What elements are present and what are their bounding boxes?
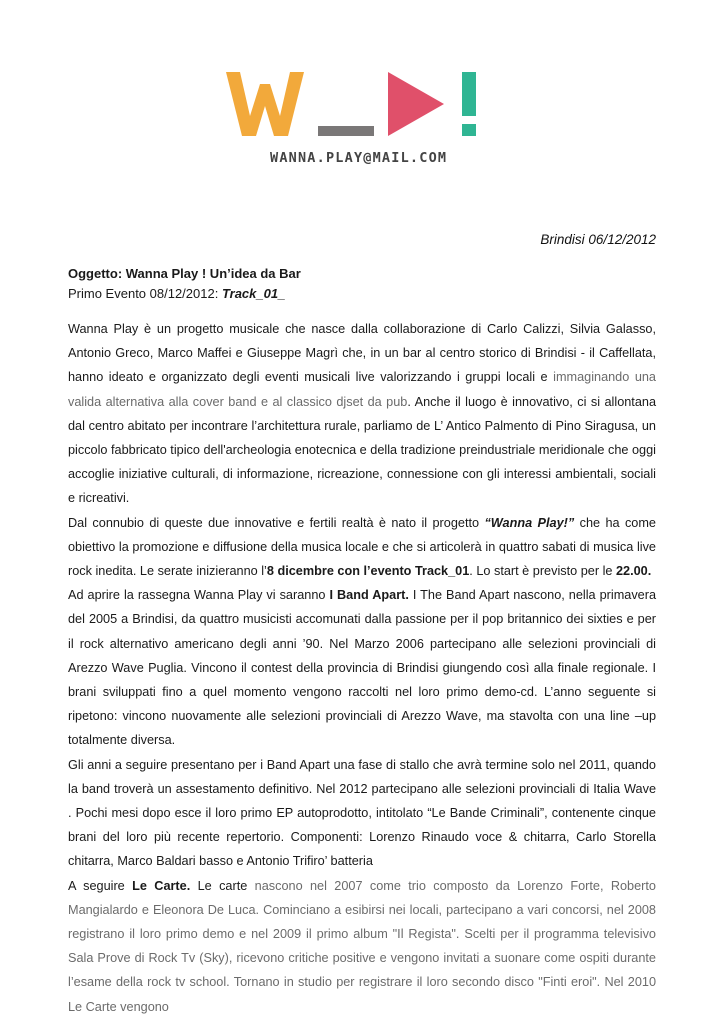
p2-text-c: che ha come obiettivo la promozione e diffusione della musica locale e che si articolerà in quattro sabati di musica live rock inedita. Le serate inizieranno l’	[68, 515, 656, 579]
logo-email: WANNA.PLAY@MAIL.COM	[270, 150, 448, 166]
play-icon	[388, 72, 444, 136]
p1-text-b: immaginando una valida alternativa alla cover band e al classico djset da pub	[68, 370, 656, 409]
p5-text-d: nascono nel 2007 come trio composto da Lorenzo Forte, Roberto Mangialardo e Eleonora De Luca. Cominciano a esibirsi nei locali, partecipano a vari concorsi, nel 2008 registrano il loro primo demo e nel 2009 il primo album "Il Regista". Scelti per il programma televisivo Sala Prove di Rock Tv (Sky), ricevono critiche positive e vengono invitati a suonare come ospiti durante l’esame della rock tv school. Tornano in studio per registrare il loro secondo disco "Finti eroi". Nel 2010 Le Carte vengono	[68, 878, 656, 1014]
paragraph-band-apart	[68, 583, 656, 752]
logo-exclamation-bar	[462, 72, 476, 116]
paragraph-le-carte	[68, 874, 656, 1019]
event-line	[68, 284, 301, 304]
p2-project-name: “Wanna Play!”	[484, 515, 575, 530]
p1-text-c: . Anche il luogo è innovativo, ci si allontana dal centro abitato per incontrare l’architettura rurale, parliamo de L’ Antico Palmento di Pino Siragusa, un piccolo fabbricato tipico dell'archeologia enotecnica e della tradizione preindustriale meridionale che oggi accoglie iniziative culturali, di informazione, ricreazione, connessione con gli interessi ambientali, sociali e ricreativi.	[68, 394, 656, 506]
p5-text-c: Le carte	[190, 878, 255, 893]
p3-text-c: I The Band Apart nascono, nella primavera del 2005 a Brindisi, da quattro musicisti accomunati dalla passione per il pop britannico dei sixties e per il rock alternativo americano degli anni ’90. Nel Marzo 2006 partecipano alle selezioni provinciali di Arezzo Wave Puglia. Vincono il contest della provincia di Brindisi giungendo così alla finale regionale. I brani sviluppati fino a quel momento vengono raccolti nel loro primo demo-cd. L’anno seguente si ripetono: vincono nuovamente alle selezioni provinciali di Arezzo Wave, ma stavolta con una line –up totalmente diversa.	[68, 588, 657, 748]
p1-text-a: Wanna Play è un progetto musicale che nasce dalla collaborazione di Carlo Calizzi, Silvia Galasso, Antonio Greco, Marco Maffei e Giuseppe Magrì che, in un bar al centro storico di Brindisi - il Caffellata, hanno ideato e organizzato degli eventi musicali live valorizzando i gruppi locali e	[68, 322, 656, 385]
letter-body	[68, 317, 656, 1019]
track-name: Track_01_	[221, 286, 286, 301]
p2-event-date: 8 dicembre con l’evento Track_01	[266, 564, 470, 579]
p5-band-name: Le Carte.	[132, 878, 191, 893]
paragraph-project	[68, 511, 656, 584]
subject-block	[68, 264, 301, 304]
letter-date: Brindisi 06/12/2012	[540, 232, 656, 247]
paragraph-band-apart-later: Gli anni a seguire presentano per i Band Apart una fase di stallo che avrà termine solo nel 2011, quando la band troverà un assestamento definitivo. Nel 2012 partecipano alle selezioni provinciali di Italia Wave . Pochi mesi dopo esce il loro primo EP autoprodotto, intitolato “Le Bande Criminali”, contenente cinque brani del loro più recente repertorio. Componenti: Lorenzo Rinaudo voce & chitarra, Carlo Storella chitarra, Marco Baldari basso e Antonio Trifiro’ batteria	[68, 757, 656, 869]
logo-mark-icon	[226, 70, 486, 142]
p3-band-name: I Band Apart.	[329, 588, 409, 603]
logo-underscore-shape	[318, 126, 374, 136]
p3-text-a: Ad aprire la rassegna Wanna Play vi saranno	[68, 588, 330, 603]
logo-exclamation-dot	[462, 124, 476, 136]
p2-text-a: Dal connubio di queste due innovative e fertili realtà è nato il progetto	[68, 515, 485, 530]
p2-text-e: . Lo start è previsto per le	[469, 564, 616, 579]
p5-text-a: A seguire	[68, 878, 133, 893]
logo-w-shape	[226, 72, 304, 136]
subject-line: Oggetto: Wanna Play ! Un’idea da Bar	[68, 266, 301, 281]
wanna-play-logo	[226, 70, 486, 170]
event-date-text: Primo Evento 08/12/2012:	[68, 286, 222, 301]
p2-start-time: 22.00.	[615, 564, 652, 579]
paragraph-intro	[68, 317, 656, 511]
